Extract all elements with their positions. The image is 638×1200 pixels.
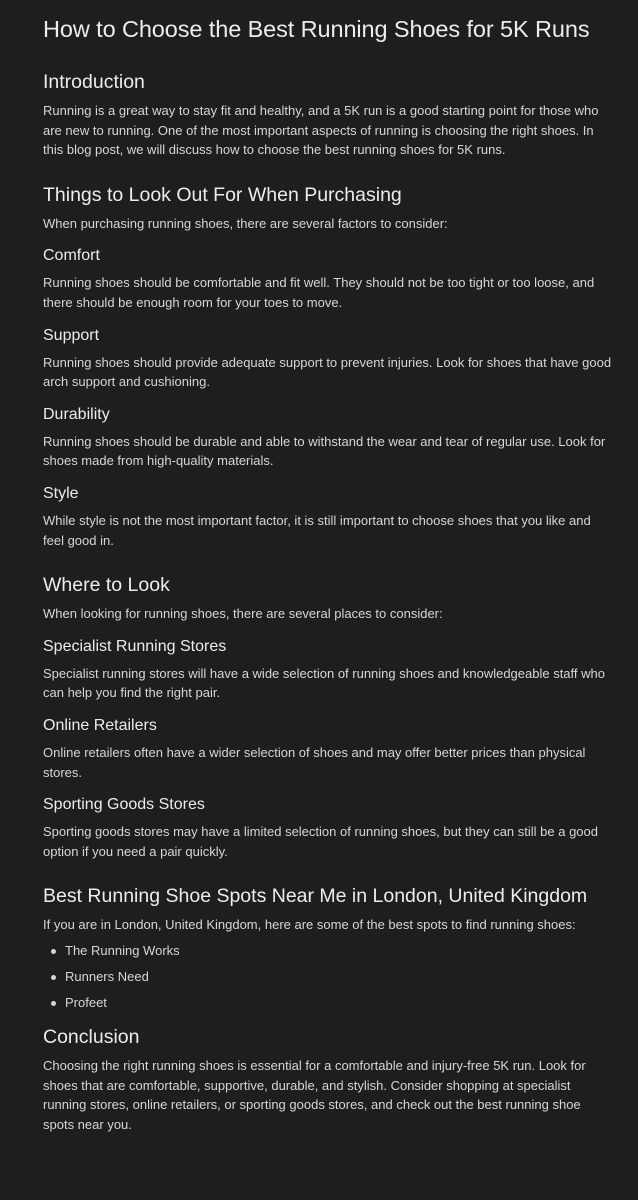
things-to-look-out-heading: Things to Look Out For When Purchasing xyxy=(43,183,402,206)
factor-style xyxy=(43,483,614,550)
list-item: Profeet xyxy=(65,993,614,1013)
factor-text: Running shoes should be comfortable and fit well. They should not be too tight or too loose, and there should be enough room for your toes to move. xyxy=(43,275,595,310)
factor-heading: Durability xyxy=(43,405,110,423)
conclusion-heading: Conclusion xyxy=(43,1026,140,1049)
best-spots-heading: Best Running Shoe Spots Near Me in London, United Kingdom xyxy=(43,885,588,908)
factor-heading: Style xyxy=(43,484,79,502)
factor-text: Running shoes should provide adequate support to prevent injuries. Look for shoes that have good arch support and cushioning. xyxy=(43,354,612,390)
factor-support xyxy=(43,325,614,392)
list-item: Runners Need xyxy=(65,967,614,987)
conclusion-section xyxy=(43,1024,614,1134)
place-text: Specialist running stores will have a wide selection of running shoes and knowledgeable staff who can help you find the right pair. xyxy=(43,665,605,701)
factor-durability xyxy=(43,404,614,471)
things-to-look-out-section xyxy=(43,182,614,550)
place-heading: Online Retailers xyxy=(43,716,157,734)
place-online-retailers xyxy=(43,715,614,782)
where-to-look-heading: Where to Look xyxy=(43,574,170,597)
factor-heading: Comfort xyxy=(43,247,100,265)
place-text: Sporting goods stores may have a limited selection of running shoes, but they can still be a good option if you need a pair quickly. xyxy=(43,824,598,859)
factor-text: While style is not the most important factor, it is still important to choose shoes that you like and feel good in. xyxy=(43,512,591,548)
place-heading: Sporting Goods Stores xyxy=(43,796,205,814)
things-to-look-out-text: When purchasing running shoes, there are several factors to consider: xyxy=(43,215,448,231)
factor-text: Running shoes should be durable and able to withstand the wear and tear of regular use. Look for shoes made from high-quality materials. xyxy=(43,433,606,469)
conclusion-text: Choosing the right running shoes is essential for a comfortable and injury-free 5K run. Look for shoes that are comfortable, supportive, durable, and stylish. Consider shopping at specialist running stores, online retailers, or sporting goods stores, and check out the best running shoe spots near you. xyxy=(43,1058,586,1133)
page-title: How to Choose the Best Running Shoes for 5K Runs xyxy=(43,16,590,42)
introduction-text: Running is a great way to stay fit and healthy, and a 5K run is a good starting point for those who are new to running. One of the most important aspects of running is choosing the right shoes. In this blog post, we will discuss how to choose the best running shoes for 5K runs. xyxy=(43,103,599,158)
where-to-look-text: When looking for running shoes, there are several places to consider: xyxy=(43,606,443,622)
best-spots-text: If you are in London, United Kingdom, here are some of the best spots to find running shoes: xyxy=(43,917,576,933)
factor-heading: Support xyxy=(43,326,100,344)
place-heading: Specialist Running Stores xyxy=(43,637,227,655)
introduction-section xyxy=(43,69,614,160)
place-sporting-goods-stores xyxy=(43,794,614,861)
place-text: Online retailers often have a wider selection of shoes and may offer better prices than physical stores. xyxy=(43,744,586,780)
where-to-look-section xyxy=(43,572,614,861)
best-spots-section xyxy=(43,883,614,1012)
best-spots-list xyxy=(43,941,614,1012)
list-item: The Running Works xyxy=(65,941,614,961)
introduction-heading: Introduction xyxy=(43,71,145,93)
factor-comfort xyxy=(43,245,614,312)
place-specialist-running-stores xyxy=(43,636,614,703)
